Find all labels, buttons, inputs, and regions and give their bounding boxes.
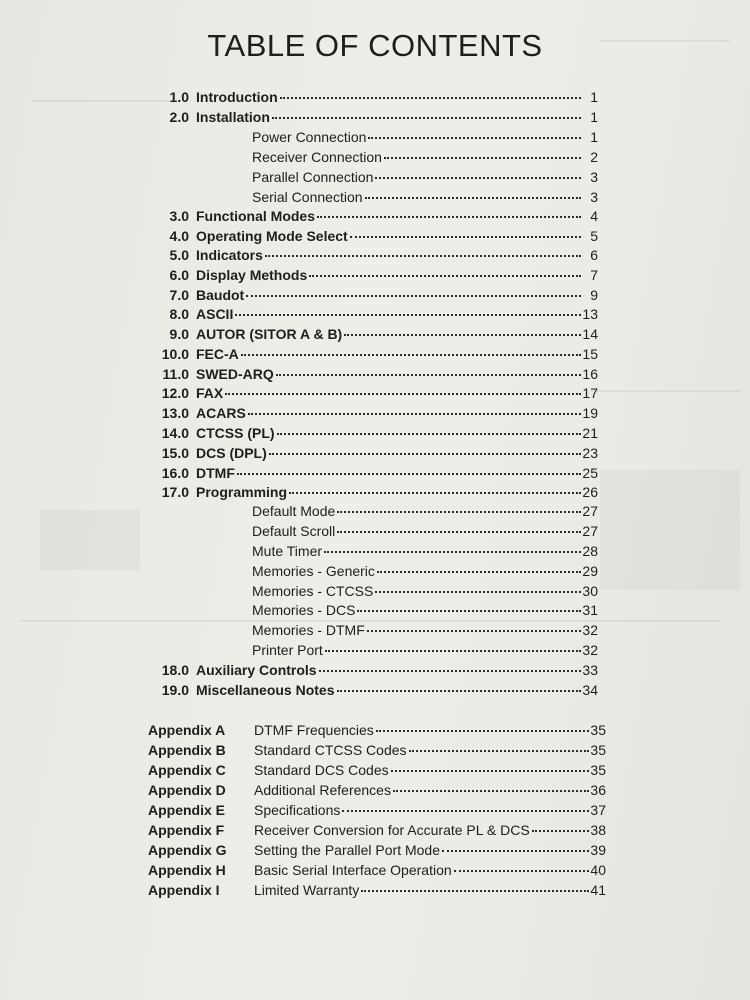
page-number: 31 (582, 602, 598, 618)
dot-leader (276, 374, 581, 376)
toc-entry (145, 484, 598, 504)
toc-entry (145, 346, 598, 366)
section-title: ACARS (196, 405, 246, 421)
page-number: 7 (590, 267, 598, 283)
toc-subentry (252, 622, 598, 642)
dot-leader (248, 413, 581, 415)
section-title: Default Mode (252, 503, 336, 519)
page-number: 40 (590, 862, 606, 878)
section-title: Printer Port (252, 642, 323, 658)
toc-entry (145, 228, 598, 248)
toc-subentry (252, 129, 598, 149)
page-number: 36 (590, 782, 606, 798)
section-number: 18.0 (161, 662, 189, 678)
section-title: FAX (196, 385, 224, 401)
section-title: Baudot (196, 287, 245, 303)
page-number: 39 (590, 842, 606, 858)
dot-leader (337, 511, 581, 513)
page-number: 19 (582, 405, 598, 421)
dot-leader (375, 177, 581, 179)
section-title: Serial Connection (252, 189, 363, 205)
toc-entry (145, 306, 598, 326)
dot-leader (375, 591, 581, 593)
section-number: 2.0 (169, 109, 189, 125)
toc-entry (145, 267, 598, 287)
page-number: 1 (590, 109, 598, 125)
toc-entry (145, 109, 598, 129)
toc-appendix (148, 722, 606, 742)
appendix-label: Appendix A (148, 722, 226, 738)
page-number: 6 (590, 247, 598, 263)
section-title: Memories - CTCSS (252, 583, 374, 599)
toc-appendix (148, 882, 606, 902)
toc-entry (145, 682, 598, 702)
page-number: 13 (582, 306, 598, 322)
section-number: 5.0 (169, 247, 189, 263)
toc-subentry (252, 602, 598, 622)
section-title: Introduction (196, 89, 278, 105)
dot-leader (365, 197, 581, 199)
dot-leader (454, 870, 589, 872)
appendix-label: Appendix G (148, 842, 227, 858)
toc-appendix (148, 842, 606, 862)
page-number: 35 (590, 762, 606, 778)
page-number: 33 (582, 662, 598, 678)
appendix-label: Appendix H (148, 862, 226, 878)
dot-leader (376, 730, 589, 732)
page-number: 16 (582, 366, 598, 382)
dot-leader (324, 551, 581, 553)
page-number: 27 (582, 523, 598, 539)
toc-entry (145, 445, 598, 465)
dot-leader (344, 334, 581, 336)
page-number: 15 (582, 346, 598, 362)
dot-leader (342, 810, 589, 812)
page-number: 30 (582, 583, 598, 599)
appendix-title: Limited Warranty (254, 882, 360, 898)
section-number: 17.0 (161, 484, 189, 500)
section-title: ASCII (196, 306, 234, 322)
appendix-title: DTMF Frequencies (254, 722, 374, 738)
dot-leader (269, 453, 581, 455)
section-title: Receiver Connection (252, 149, 382, 165)
dot-leader (393, 790, 589, 792)
appendix-title: Additional References (254, 782, 391, 798)
appendix-title: Receiver Conversion for Accurate PL & DCS (254, 822, 530, 838)
bleed-through-rule (590, 390, 740, 392)
section-title: Display Methods (196, 267, 308, 283)
page-number: 14 (582, 326, 598, 342)
page-number: 29 (582, 563, 598, 579)
page-number: 3 (590, 189, 598, 205)
appendix-title: Setting the Parallel Port Mode (254, 842, 440, 858)
appendix-label: Appendix E (148, 802, 226, 818)
page-number: 2 (590, 149, 598, 165)
dot-leader (361, 890, 589, 892)
toc-entry (145, 405, 598, 425)
appendix-title: Standard CTCSS Codes (254, 742, 407, 758)
page-number: 4 (590, 208, 598, 224)
section-title: Auxiliary Controls (196, 662, 317, 678)
dot-leader (368, 137, 581, 139)
section-number: 10.0 (161, 346, 189, 362)
dot-leader (442, 850, 589, 852)
dot-leader (384, 157, 581, 159)
section-title: Default Scroll (252, 523, 336, 539)
toc-appendix (148, 762, 606, 782)
toc-appendix (148, 822, 606, 842)
section-number: 14.0 (161, 425, 189, 441)
dot-leader (532, 830, 589, 832)
toc-entry (145, 366, 598, 386)
toc-subentry (252, 523, 598, 543)
toc-subentry (252, 503, 598, 523)
section-number: 16.0 (161, 465, 189, 481)
dot-leader (246, 295, 581, 297)
page-number: 27 (582, 503, 598, 519)
page-number: 1 (590, 129, 598, 145)
toc-entry (145, 385, 598, 405)
section-title: Mute Timer (252, 543, 323, 559)
toc-subentry (252, 189, 598, 209)
section-title: Miscellaneous Notes (196, 682, 335, 698)
appendix-label: Appendix D (148, 782, 226, 798)
page-number: 5 (590, 228, 598, 244)
page-number: 38 (590, 822, 606, 838)
appendix-label: Appendix F (148, 822, 225, 838)
section-number: 11.0 (162, 366, 189, 382)
dot-leader (357, 610, 581, 612)
page-number: 9 (590, 287, 598, 303)
dot-leader (350, 236, 581, 238)
dot-leader (241, 354, 581, 356)
appendix-title: Specifications (254, 802, 341, 818)
section-title: Memories - DCS (252, 602, 356, 618)
section-title: AUTOR (SITOR A & B) (196, 326, 343, 342)
dot-leader (235, 314, 581, 316)
appendix-title: Standard DCS Codes (254, 762, 389, 778)
toc-entry (145, 208, 598, 228)
page-number: 3 (590, 169, 598, 185)
dot-leader (277, 433, 581, 435)
section-number: 15.0 (161, 445, 189, 461)
section-title: Indicators (196, 247, 263, 263)
toc-appendix (148, 742, 606, 762)
appendix-label: Appendix C (148, 762, 226, 778)
dot-leader (280, 97, 581, 99)
section-title: FEC-A (196, 346, 239, 362)
toc-appendix (148, 802, 606, 822)
section-number: 13.0 (161, 405, 189, 421)
dot-leader (377, 571, 581, 573)
dot-leader (319, 670, 581, 672)
page-number: 28 (582, 543, 598, 559)
section-number: 1.0 (169, 89, 189, 105)
toc-entry (145, 287, 598, 307)
page-number: 21 (582, 425, 598, 441)
toc-entry (145, 465, 598, 485)
toc-entry (145, 425, 598, 445)
appendix-title: Basic Serial Interface Operation (254, 862, 452, 878)
bleed-through-rule (600, 470, 740, 590)
section-title: Installation (196, 109, 270, 125)
toc-subentry (252, 642, 598, 662)
dot-leader (337, 531, 581, 533)
section-number: 9.0 (169, 326, 189, 342)
section-title: Parallel Connection (252, 169, 374, 185)
toc-subentry (252, 543, 598, 563)
toc-subentry (252, 583, 598, 603)
page-number: 23 (582, 445, 598, 461)
dot-leader (289, 492, 581, 494)
toc-entry (145, 247, 598, 267)
section-number: 3.0 (169, 208, 189, 224)
dot-leader (272, 117, 581, 119)
dot-leader (367, 630, 581, 632)
section-title: DTMF (196, 465, 235, 481)
page-number: 32 (582, 622, 598, 638)
section-title: Memories - Generic (252, 563, 375, 579)
section-number: 19.0 (161, 682, 189, 698)
section-number: 8.0 (169, 306, 189, 322)
toc-appendix (148, 862, 606, 882)
toc-appendix (148, 782, 606, 802)
page-number: 26 (582, 484, 598, 500)
bleed-through-rule (40, 510, 140, 570)
section-number: 6.0 (169, 267, 189, 283)
dot-leader (317, 216, 581, 218)
page-number: 34 (582, 682, 598, 698)
page-number: 17 (582, 385, 598, 401)
toc-entry (145, 89, 598, 109)
toc-entry (145, 326, 598, 346)
page-number: 41 (590, 882, 606, 898)
dot-leader (237, 473, 581, 475)
page-number: 1 (590, 89, 598, 105)
section-title: Power Connection (252, 129, 367, 145)
section-title: Memories - DTMF (252, 622, 365, 638)
dot-leader (325, 650, 581, 652)
dot-leader (225, 393, 581, 395)
section-title: SWED-ARQ (196, 366, 274, 382)
section-title: Operating Mode Select (196, 228, 348, 244)
section-title: DCS (DPL) (196, 445, 267, 461)
toc-subentry (252, 149, 598, 169)
section-title: CTCSS (PL) (196, 425, 275, 441)
section-title: Functional Modes (196, 208, 315, 224)
section-number: 4.0 (169, 228, 189, 244)
appendix-label: Appendix I (148, 882, 220, 898)
dot-leader (337, 690, 582, 692)
page-number: 35 (590, 722, 606, 738)
page-number: 25 (582, 465, 598, 481)
page-number: 37 (590, 802, 606, 818)
dot-leader (265, 255, 581, 257)
dot-leader (391, 770, 589, 772)
appendix-label: Appendix B (148, 742, 226, 758)
dot-leader (409, 750, 589, 752)
dot-leader (309, 275, 581, 277)
page-number: 35 (590, 742, 606, 758)
page-title: TABLE OF CONTENTS (207, 28, 543, 63)
section-number: 7.0 (169, 287, 189, 303)
toc-subentry (252, 169, 598, 189)
section-title: Programming (196, 484, 288, 500)
section-number: 12.0 (161, 385, 189, 401)
toc-subentry (252, 563, 598, 583)
toc-entry (145, 662, 598, 682)
page-number: 32 (582, 642, 598, 658)
